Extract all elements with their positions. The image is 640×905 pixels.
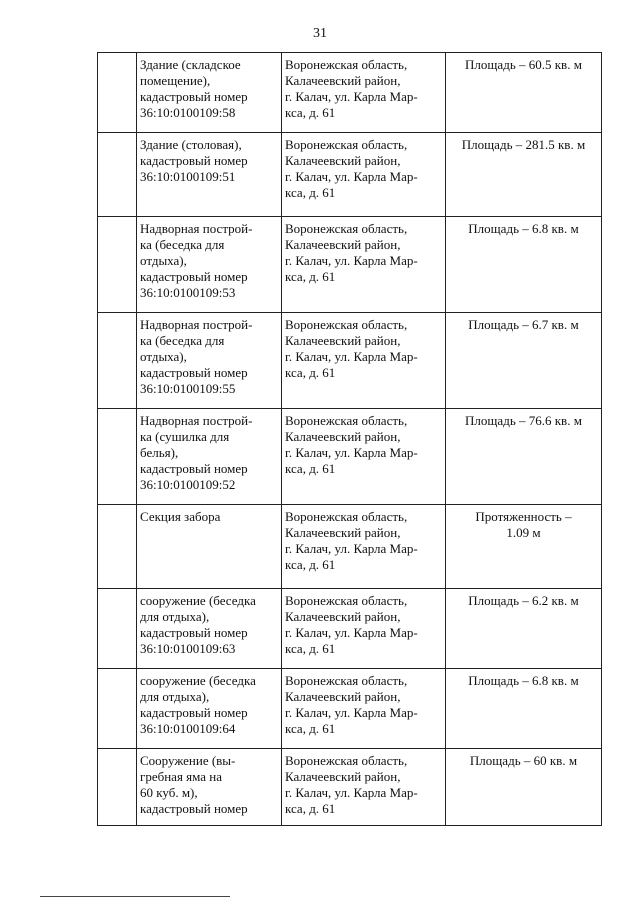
- table-row: [98, 589, 602, 669]
- address-cell: Воронежская область, Калачеевский район, г. Калач, ул. Карла Мар- кса, д. 61: [282, 589, 446, 669]
- address-cell: Воронежская область, Калачеевский район, г. Калач, ул. Карла Мар- кса, д. 61: [282, 217, 446, 313]
- number-cell: [98, 313, 137, 409]
- address-cell: Воронежская область, Калачеевский район, г. Калач, ул. Карла Мар- кса, д. 61: [282, 505, 446, 589]
- object-name-cell: сооружение (беседка для отдыха), кадастровый номер 36:10:0100109:63: [137, 589, 282, 669]
- number-cell: [98, 53, 137, 133]
- object-name-cell: Здание (складское помещение), кадастровый номер 36:10:0100109:58: [137, 53, 282, 133]
- object-name-cell: Здание (столовая), кадастровый номер 36:10:0100109:51: [137, 133, 282, 217]
- table-row: [98, 749, 602, 826]
- footer-rule: [40, 896, 230, 897]
- table-row: [98, 505, 602, 589]
- number-cell: [98, 669, 137, 749]
- number-cell: [98, 133, 137, 217]
- address-cell: Воронежская область, Калачеевский район, г. Калач, ул. Карла Мар- кса, д. 61: [282, 409, 446, 505]
- table-row: [98, 409, 602, 505]
- address-cell: Воронежская область, Калачеевский район, г. Калач, ул. Карла Мар- кса, д. 61: [282, 53, 446, 133]
- address-cell: Воронежская область, Калачеевский район, г. Калач, ул. Карла Мар- кса, д. 61: [282, 133, 446, 217]
- number-cell: [98, 589, 137, 669]
- table-row: [98, 217, 602, 313]
- address-cell: Воронежская область, Калачеевский район, г. Калач, ул. Карла Мар- кса, д. 61: [282, 749, 446, 826]
- number-cell: [98, 409, 137, 505]
- table-row: [98, 669, 602, 749]
- object-name-cell: Надворная построй- ка (беседка для отдыха), кадастровый номер 36:10:0100109:53: [137, 217, 282, 313]
- object-name-cell: сооружение (беседка для отдыха), кадастровый номер 36:10:0100109:64: [137, 669, 282, 749]
- address-cell: Воронежская область, Калачеевский район, г. Калач, ул. Карла Мар- кса, д. 61: [282, 669, 446, 749]
- table-row: [98, 313, 602, 409]
- number-cell: [98, 749, 137, 826]
- object-name-cell: Секция забора: [137, 505, 282, 589]
- area-cell: Площадь – 281.5 кв. м: [446, 133, 602, 217]
- area-cell: Протяженность – 1.09 м: [446, 505, 602, 589]
- area-cell: Площадь – 60 кв. м: [446, 749, 602, 826]
- page-number: 31: [313, 26, 327, 41]
- area-cell: Площадь – 60.5 кв. м: [446, 53, 602, 133]
- property-table: [97, 52, 602, 826]
- object-name-cell: Сооружение (вы- гребная яма на 60 куб. м), кадастровый номер: [137, 749, 282, 826]
- area-cell: Площадь – 6.2 кв. м: [446, 589, 602, 669]
- address-cell: Воронежская область, Калачеевский район, г. Калач, ул. Карла Мар- кса, д. 61: [282, 313, 446, 409]
- number-cell: [98, 505, 137, 589]
- table-row: [98, 133, 602, 217]
- object-name-cell: Надворная построй- ка (беседка для отдыха), кадастровый номер 36:10:0100109:55: [137, 313, 282, 409]
- object-name-cell: Надворная построй- ка (сушилка для белья), кадастровый номер 36:10:0100109:52: [137, 409, 282, 505]
- area-cell: Площадь – 6.7 кв. м: [446, 313, 602, 409]
- area-cell: Площадь – 6.8 кв. м: [446, 217, 602, 313]
- table-row: [98, 53, 602, 133]
- area-cell: Площадь – 76.6 кв. м: [446, 409, 602, 505]
- area-cell: Площадь – 6.8 кв. м: [446, 669, 602, 749]
- number-cell: [98, 217, 137, 313]
